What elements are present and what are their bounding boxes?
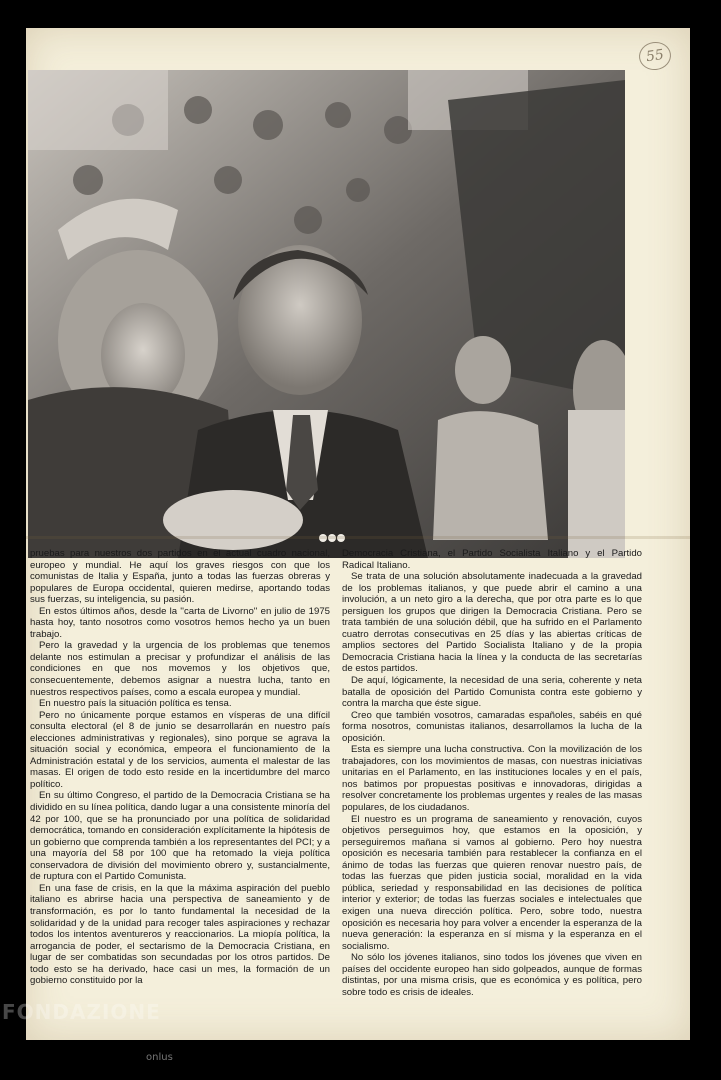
- paragraph: En nuestro país la situación política es tensa.: [39, 698, 232, 710]
- paragraph: Creo que también vosotros, camaradas españoles, sabéis en qué forma nosotros, comunistas italianos, desarrollamos la lucha de la oposición.: [342, 709, 642, 744]
- paragraph: No sólo los jóvenes italianos, sino todos los jóvenes que viven en países del occidente europeo han sido golpeados, aunque de formas distintas, por una misma crisis, que es económica y es política, pero sobre todo es crisis de ideales.: [342, 952, 642, 998]
- article-photograph: [28, 70, 625, 558]
- paragraph: Pero la gravedad y la urgencia de los problemas que tenemos delante nos estimulan a precisar y profundizar el análisis de las condiciones en que nos movemos y los objetivos que, consecuentemente, debemos asignar a nuestra lucha, tanto en nuestros respectivos países, como a escala europea y mundial.: [30, 640, 330, 698]
- paragraph: Esta es siempre una lucha constructiva. Con la movilización de los trabajadores, con los movimientos de masas, con nuestras iniciativas unitarias en el Parlamento, en las instituciones locales y en el país, nos batimos por propuestas positivas e innovadoras, dirigidas a resolver concretamente los problemas urgentes y reales de las masas populares, de los ciudadanos.: [342, 744, 642, 814]
- paragraph: Se trata de una solución absolutamente inadecuada a la gravedad de los problemas italianos, y que puede abrir el camino a una involución, a un neto giro a la derecha, que por otra parte es lo que persiguen los grupos que dirigen la Democracia Cristiana. Pero se trata también de una solución débil, que ha sufrido en el Parlamento cuatro derrotas consecutivas en 25 días y las abiertas críticas de amplios sectores del Partido Socialista Italiano y de la propia Democracia Cristiana hacia la línea y la conducta de las secretarías de estos partidos.: [342, 571, 642, 675]
- photograph-icon: [28, 70, 625, 558]
- paragraph: Pero no únicamente porque estamos en vísperas de una difícil consulta electoral (el 8 de junio se desarrollarán en nuestro país elecciones administrativas y regionales), sino porque se agrava la situación social y económica, empeora el funcionamiento de la Administración estatal y de los servicios, aumenta el malestar de las masas. El origen de todo esto reside en la incertidumbre del marco político.: [30, 709, 330, 790]
- paragraph: En estos últimos años, desde la ''carta de Livorno'' en julio de 1975 hasta hoy, tanto nosotros como vosotros hemos hecho ya un buen trabajo.: [30, 605, 330, 640]
- foundation-watermark: FONDAZIONE: [2, 1000, 161, 1024]
- paragraph: En su último Congreso, el partido de la Democracia Cristiana se ha dividido en su línea política, dando lugar a una consistente minoría del 42 por 100, que se ha pronunciado por una política de solidaridad democrática, tomando en consideración explícitamente la hipótesis de un gobierno que comprenda también a los representantes del PCI; y a una mayoría del 58 por 100 que ha retomado la vieja política conservadora de división del movimiento obrero y, sustancialmente, de ruptura con el Partido Comunista.: [30, 790, 330, 883]
- foundation-watermark-sub: onlus: [146, 1052, 173, 1063]
- article-left-column: [30, 548, 330, 987]
- paragraph: Democracia Cristiana, el Partido Socialista Italiano y el Partido Radical Italiano.: [342, 548, 642, 571]
- paragraph: De aquí, lógicamente, la necesidad de una seria, coherente y neta batalla de oposición del Partido Comunista contra este gobierno y contra la marcha que éste sigue.: [342, 675, 642, 710]
- page-number-stamp: 55: [637, 40, 673, 72]
- paragraph: pruebas para nuestros dos partidos en el actual cuadro nacional, europeo y mundial. He aquí los graves riesgos con que los comunistas de Italia y España, junto a todas las fuerzas obreras y populares de Europa occidental, quieren medirse, aportando todas sus fuerzas, su inteligencia, su pasión.: [30, 548, 330, 606]
- paragraph: En una fase de crisis, en la que la máxima aspiración del pueblo italiano es abrirse hacia una perspectiva de saneamiento y de transformación, es por lo tanto fundamental la necesidad de la solidaridad y de la unidad para recoger tales aspiraciones y rechazar todos los intentos aventureros y reaccionarios. La miopía política, la arrogancia de poder, el sectarismo de la Democracia Cristiana, en lugar de ser combatidas son secundadas por los otros partidos. De todo esto se ha derivado, hace casi un mes, la formación de un gobierno constituido por la: [30, 882, 330, 987]
- paragraph: El nuestro es un programa de saneamiento y renovación, cuyos objetivos perseguimos hoy, que estamos en la oposición, y perseguiremos mañana si vamos al gobierno. Pero hoy nuestra oposición es necesaria también para restablecer la confianza en el ánimo de todas las fuerzas que quieren renovar nuestro país, de todas las fuerzas que piden justicia social, moralidad en la vida pública, seriedad y responsabilidad en las decisiones de política interior y exterior; de todas las fuerzas sociales e intelectuales que exigen una nueva dirección política. Pero, sobre todo, nuestra oposición es necesaria hoy para volver a encender la esperanza de la nueva generación: la esperanza en sí misma y la esperanza en el socialismo.: [342, 813, 642, 952]
- article-right-column: [342, 548, 642, 998]
- paper-fold-line: [26, 536, 690, 539]
